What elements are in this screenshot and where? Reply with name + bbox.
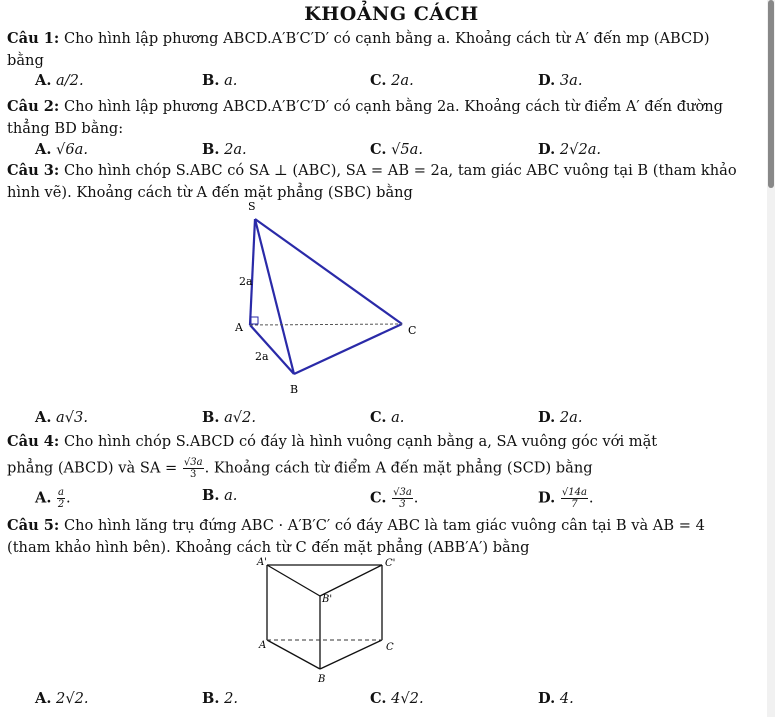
question-4-label: Câu 4:: [7, 433, 60, 450]
q5-option-d[interactable]: D. 4.: [538, 690, 574, 707]
question-5-text: Cho hình lăng trụ đứng ABC · A′B′C′ có đáy ABC là tam giác vuông cân tại B và AB = 4 (tham khảo hình bên). Khoảng cách từ C đến mặt phẳng (ABB′A′) bằng: [7, 517, 705, 556]
q3-option-c[interactable]: C. a.: [370, 409, 405, 426]
q5-option-c[interactable]: C. 4√2.: [370, 690, 424, 707]
vertex-c-label-prism: C: [386, 642, 394, 653]
question-4-line-2: [7, 457, 745, 480]
q4-option-a[interactable]: A. $\frac{a}{2}$ .: [35, 487, 71, 510]
vertex-a-label-prism: A: [259, 640, 267, 651]
vertex-b-label-prism: B: [318, 674, 326, 685]
question-3-label: Câu 3:: [7, 162, 60, 179]
ab-length-label: 2a: [255, 350, 269, 363]
question-1: [7, 28, 745, 72]
q2-option-a[interactable]: A. √6a.: [35, 141, 88, 158]
question-3-options: [0, 409, 783, 431]
question-4-text-2b: . Khoảng cách từ điểm A đến mặt phẳng (SCD) bằng: [204, 459, 593, 477]
question-2-label: Câu 2:: [7, 98, 60, 115]
q2-option-c[interactable]: C. √5a.: [370, 141, 424, 158]
question-1-text: Cho hình lập phương ABCD.A′B′C′D′ có cạnh bằng a. Khoảng cách từ A′ đến mp (ABCD) bằng: [7, 30, 710, 69]
vertex-s-label: S: [248, 200, 256, 213]
q3-option-b[interactable]: B. a√2.: [202, 409, 256, 426]
q3-option-a[interactable]: A. a√3.: [35, 409, 88, 426]
q5-option-b[interactable]: B. 2.: [202, 690, 238, 707]
vertex-c-label: C: [408, 324, 417, 337]
sa-length-label: 2a: [239, 275, 253, 288]
q3-option-d[interactable]: D. 2a.: [538, 409, 583, 426]
q2-option-d[interactable]: D. 2√2a.: [538, 141, 602, 158]
sa-fraction: $\frac{√3a}{3}$: [183, 457, 203, 480]
question-2: [7, 96, 745, 140]
q1-option-c[interactable]: C. 2a.: [370, 72, 414, 89]
question-4-options: [0, 487, 783, 509]
question-4-text-1: Cho hình chóp S.ABCD có đáy là hình vuông cạnh bằng a, SA vuông góc với mặt: [59, 433, 658, 450]
question-5-options: [0, 690, 783, 712]
vertex-a-label: A: [235, 321, 243, 334]
q4-option-d[interactable]: D. $\frac{√14a}{7}$ .: [538, 487, 594, 510]
question-5-label: Câu 5:: [7, 517, 60, 534]
q4-option-b[interactable]: B. a.: [202, 487, 238, 504]
vertex-b-label: B: [290, 383, 299, 396]
q4-option-c[interactable]: C. $\frac{√3a}{3}$ .: [370, 487, 419, 510]
question-1-label: Câu 1:: [7, 30, 60, 47]
question-4-text-2a: phẳng (ABCD) và SA =: [7, 459, 182, 477]
question-1-options: [0, 72, 783, 94]
page-title: KHOẢNG CÁCH: [304, 3, 479, 25]
prism-figure: [245, 556, 405, 688]
vertex-c1-label: C': [385, 558, 396, 569]
pyramid-figure: [220, 196, 430, 402]
vertex-a1-label: A': [257, 557, 267, 568]
q2-option-b[interactable]: B. 2a.: [202, 141, 247, 158]
question-5: [7, 515, 745, 559]
vertex-b1-label: B': [322, 594, 333, 605]
question-2-text: Cho hình lập phương ABCD.A′B′C′D′ có cạnh bằng 2a. Khoảng cách từ điểm A′ đến đường thẳng BD bằng:: [7, 98, 723, 137]
q1-option-d[interactable]: D. 3a.: [538, 72, 583, 89]
question-4-line-1: [7, 431, 745, 453]
question-3-text: Cho hình chóp S.ABC có SA ⊥ (ABC), SA = AB = 2a, tam giác ABC vuông tại B (tham khảo hình vẽ). Khoảng cách từ A đến mặt phẳng (SBC) bằng: [7, 162, 737, 201]
q1-option-a[interactable]: A. a/2.: [35, 72, 84, 89]
q1-option-b[interactable]: B. a.: [202, 72, 238, 89]
q5-option-a[interactable]: A. 2√2.: [35, 690, 89, 707]
